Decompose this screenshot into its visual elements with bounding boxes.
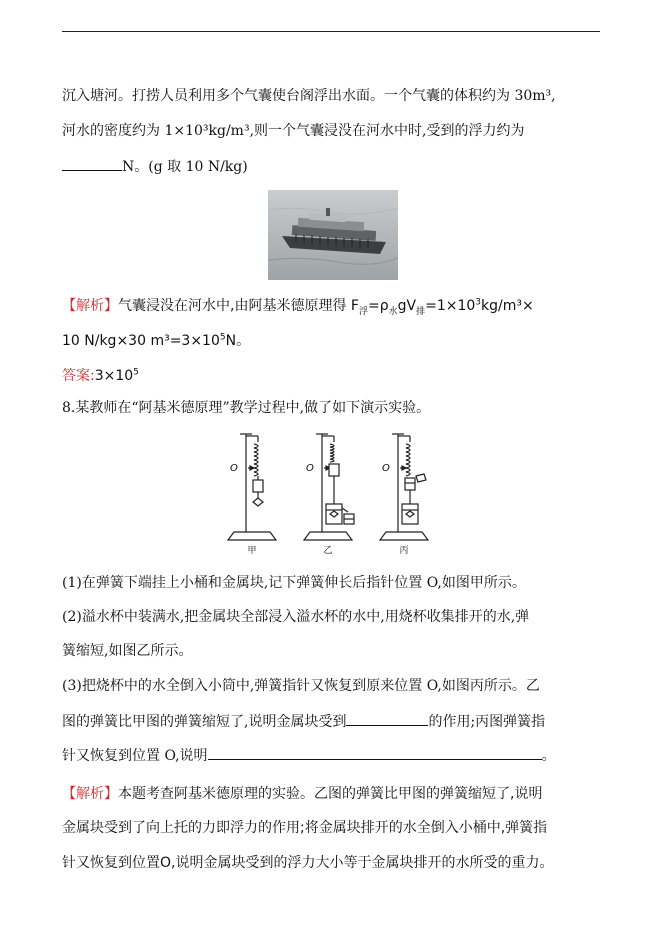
q8-step-3b xyxy=(62,711,545,732)
header-rule xyxy=(62,31,600,32)
answer-label: 答案: xyxy=(62,368,95,384)
q8-step-3b-post: 的作用;丙图弹簧指 xyxy=(428,714,546,730)
answer-blank-force xyxy=(346,711,428,726)
figure-yi xyxy=(304,434,354,540)
figure-label-bing: 丙 xyxy=(399,546,409,556)
equation-part: kg/m³× xyxy=(481,298,534,314)
answer-value: 3×10 xyxy=(94,368,134,384)
analysis-tag: 【解析】 xyxy=(62,298,118,314)
o-label-yi: O xyxy=(306,463,314,474)
q8-step-2a: (2)溢水杯中装满水,把金属块全部浸入溢水杯的水中,用烧杯收集排开的水,弹 xyxy=(62,609,530,625)
q8-step-2b: 簧缩短,如图乙所示。 xyxy=(62,643,193,659)
prev-line-1: 沉入塘河。打捞人员利用多个气囊使台阁浮出水面。一个气囊的体积约为 30m³, xyxy=(62,88,556,104)
equation-part: =1×10 xyxy=(425,298,476,314)
figure-label-jia: 甲 xyxy=(247,546,257,556)
prev-analysis-line-2 xyxy=(62,331,250,351)
equation-part: N。 xyxy=(225,333,251,349)
o-label-jia: O xyxy=(230,463,238,474)
q8-analysis-line-1 xyxy=(62,784,542,804)
analysis-text: 本题考查阿基米德原理的实验。乙图的弹簧比甲图的弹簧缩短了,说明 xyxy=(118,786,543,802)
q8-step-3c-post: 。 xyxy=(541,748,556,764)
equation-part: gV xyxy=(397,298,417,314)
subscript-shui: 水 xyxy=(388,306,398,317)
prev-line-2: 河水的密度约为 1×10³kg/m³,则一个气囊浸没在河水中时,受到的浮力约为 xyxy=(62,123,525,139)
analysis-tag: 【解析】 xyxy=(62,786,118,802)
subscript-fu: 浮 xyxy=(358,306,368,317)
prev-line-3 xyxy=(62,156,248,177)
subscript-pai: 排 xyxy=(416,306,426,317)
superscript-5: 5 xyxy=(219,332,226,343)
experiment-figure xyxy=(226,428,448,556)
q8-step-3b-pre: 图的弹簧比甲图的弹簧缩短了,说明金属块受到 xyxy=(62,714,347,730)
o-label-bing: O xyxy=(382,463,390,474)
q8-step-3c-pre: 针又恢复到位置 O,说明 xyxy=(62,748,208,764)
q8-step-3a: (3)把烧杯中的水全倒入小筒中,弹簧指针又恢复到原来位置 O,如图丙所示。乙 xyxy=(62,678,540,694)
prev-line-3-text: N。(g 取 10 N/kg) xyxy=(122,159,248,175)
figure-label-yi: 乙 xyxy=(323,546,333,556)
figure-bing xyxy=(380,434,428,540)
superscript-3: 3 xyxy=(475,297,482,308)
q8-step-3c xyxy=(62,745,556,766)
answer-blank xyxy=(62,156,122,171)
q8-analysis-line-3: 针又恢复到位置O,说明金属块受到的浮力大小等于金属块排开的水所受的重力。 xyxy=(62,855,554,871)
answer-blank-conclusion xyxy=(208,745,542,760)
q8-step-1: (1)在弹簧下端挂上小桶和金属块,记下弹簧伸长后指针位置 O,如图甲所示。 xyxy=(62,575,526,591)
equation-part: =ρ xyxy=(367,298,389,314)
figure-jia xyxy=(228,434,276,540)
equation-part: 10 N/kg×30 m³=3×10 xyxy=(62,333,220,349)
q8-title: 8.某教师在“阿基米德原理”教学过程中,做了如下演示实验。 xyxy=(62,400,431,416)
answer-exponent: 5 xyxy=(133,367,139,378)
prev-answer xyxy=(62,366,139,386)
boat-photo xyxy=(268,190,398,280)
q8-analysis-line-2: 金属块受到了向上托的力即浮力的作用;将金属块排开的水全倒入小桶中,弹簧指 xyxy=(62,820,548,836)
analysis-text: 气囊浸没在河水中,由阿基米德原理得 F xyxy=(118,298,359,314)
prev-analysis-line-1 xyxy=(62,296,534,316)
